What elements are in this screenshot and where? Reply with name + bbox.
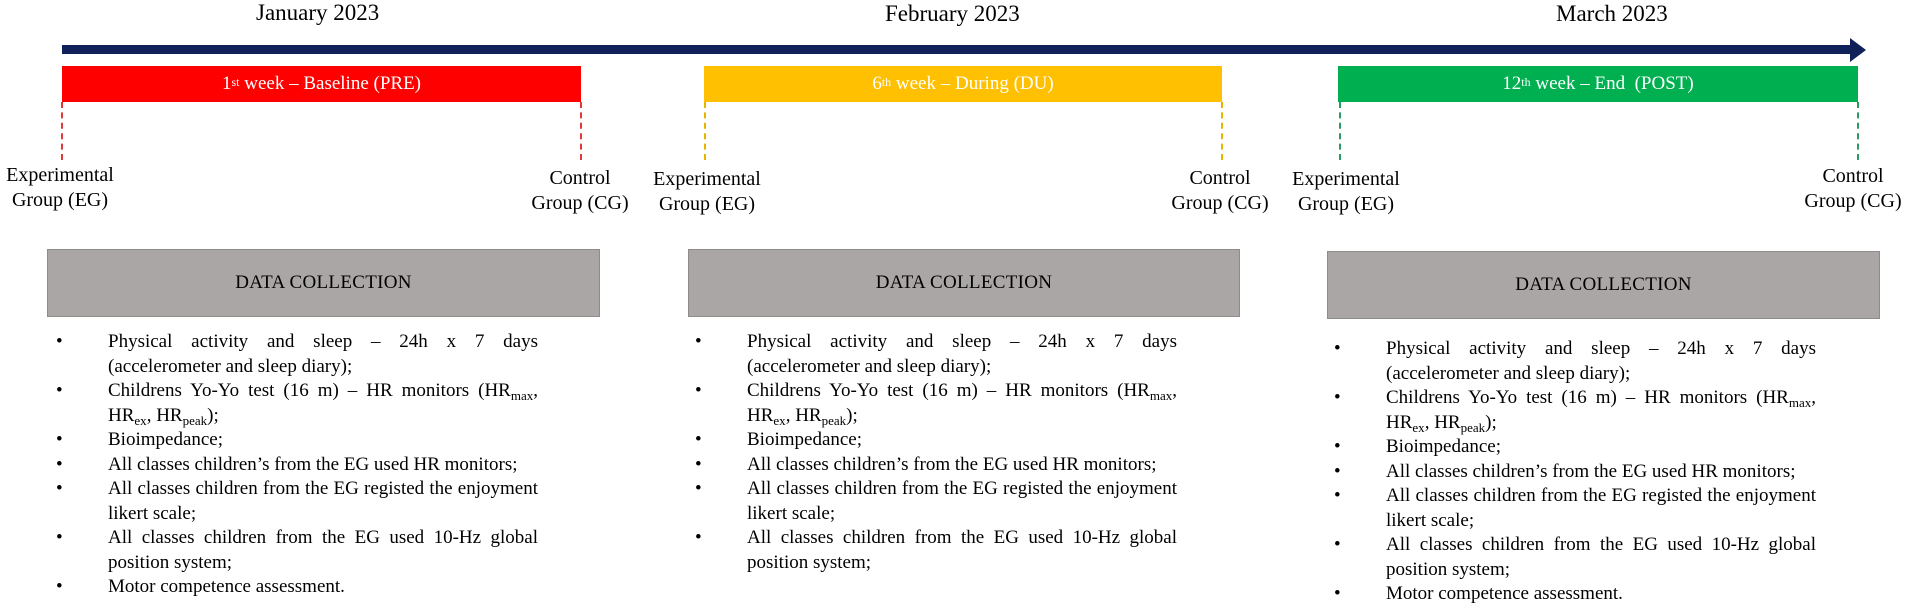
bullet: • bbox=[1334, 436, 1341, 457]
bullet: • bbox=[695, 478, 702, 499]
subscript: max bbox=[510, 388, 534, 403]
list-item bbox=[50, 379, 538, 428]
list-item-text: Bioimpedance; bbox=[747, 429, 863, 450]
group-label-line: Experimental bbox=[653, 168, 761, 190]
bullet: • bbox=[56, 478, 63, 499]
bullet: • bbox=[56, 429, 63, 450]
phase-ordinal: 1 bbox=[221, 73, 232, 94]
list-item-text: All classes children from the EG registed the enjoyment likert scale; bbox=[1386, 485, 1816, 531]
dashed-connector bbox=[61, 102, 63, 160]
punct: , bbox=[1811, 387, 1816, 408]
phase-ordinal: 6 bbox=[872, 73, 882, 94]
group-label-line: Experimental bbox=[1292, 168, 1400, 190]
bullet: • bbox=[1334, 460, 1341, 482]
dashed-connector bbox=[580, 102, 582, 160]
month-label-march: March 2023 bbox=[1556, 1, 1668, 26]
list-item-text: Motor competence assessment. bbox=[108, 576, 345, 597]
bullet: • bbox=[56, 380, 63, 401]
group-label-line: Group (EG) bbox=[11, 189, 109, 211]
bullet: • bbox=[695, 331, 702, 352]
subscript: ex bbox=[773, 412, 786, 428]
subscript: peak bbox=[821, 412, 847, 428]
list-item bbox=[689, 330, 1177, 379]
subscript: peak bbox=[182, 412, 208, 428]
group-label-line: Group (CG) bbox=[1804, 190, 1902, 212]
group-label-line: Group (EG) bbox=[1297, 193, 1395, 215]
phase-label: week – End (POST) bbox=[1530, 73, 1694, 94]
subscript: max bbox=[1149, 388, 1173, 403]
list-item-text: Childrens Yo-Yo test (16 m) – HR monitors (HR bbox=[108, 380, 511, 401]
group-label-line: Group (EG) bbox=[658, 193, 756, 215]
data-collection-list-du bbox=[689, 330, 1177, 575]
hr-text: HR bbox=[156, 404, 183, 426]
hr-text: HR bbox=[108, 404, 135, 426]
data-collection-list-pre bbox=[50, 330, 538, 600]
hr-text: HR bbox=[747, 404, 774, 426]
group-label-line: Control bbox=[1822, 165, 1884, 187]
hr-text: HR bbox=[795, 404, 822, 426]
list-item bbox=[1328, 435, 1816, 460]
list-item bbox=[1328, 484, 1816, 533]
punct: , bbox=[785, 404, 796, 426]
group-label-line: Group (CG) bbox=[1171, 192, 1269, 214]
punct: ); bbox=[207, 404, 219, 426]
data-collection-header: DATA COLLECTION bbox=[1327, 251, 1880, 319]
list-item-text: Bioimpedance; bbox=[108, 429, 224, 450]
bullet: • bbox=[695, 453, 702, 475]
punct: ); bbox=[846, 404, 858, 426]
timeline-arrow-head bbox=[1850, 38, 1866, 62]
list-item bbox=[50, 477, 538, 526]
timeline-arrow-line bbox=[62, 45, 1852, 54]
list-item-text: All classes children’s from the EG used HR monitors; bbox=[747, 453, 1157, 475]
bullet: • bbox=[1334, 387, 1341, 408]
group-label-line: Control bbox=[549, 167, 611, 189]
list-item bbox=[689, 526, 1177, 575]
group-label-line: Group (CG) bbox=[531, 192, 629, 214]
group-label-line: Experimental bbox=[6, 164, 114, 186]
bullet: • bbox=[56, 576, 63, 597]
month-label-february: February 2023 bbox=[885, 1, 1020, 26]
list-item bbox=[689, 477, 1177, 526]
subscript: ex bbox=[1412, 419, 1425, 435]
data-collection-header: DATA COLLECTION bbox=[47, 249, 600, 317]
subscript: ex bbox=[134, 412, 147, 428]
dashed-connector bbox=[1221, 102, 1223, 160]
group-label-control bbox=[1165, 166, 1275, 216]
list-item-text: Motor competence assessment. bbox=[1386, 583, 1623, 604]
bullet: • bbox=[695, 380, 702, 401]
bullet: • bbox=[1334, 485, 1341, 506]
list-item bbox=[50, 526, 538, 575]
list-item-text: All classes children from the EG used 10-Hz global position system; bbox=[1386, 534, 1816, 580]
subscript: peak bbox=[1460, 419, 1486, 435]
dashed-connector bbox=[704, 102, 706, 160]
bullet: • bbox=[56, 527, 63, 548]
phase-ordinal: 12 bbox=[1502, 73, 1522, 94]
hr-text: HR bbox=[1386, 411, 1413, 433]
group-label-experimental bbox=[645, 167, 769, 217]
list-item bbox=[689, 453, 1177, 478]
punct: ); bbox=[1485, 411, 1497, 433]
list-item bbox=[1328, 337, 1816, 386]
list-item-text: All classes children from the EG registed the enjoyment likert scale; bbox=[108, 478, 538, 524]
group-label-control bbox=[525, 166, 635, 216]
subscript: max bbox=[1788, 395, 1812, 410]
bullet: • bbox=[1334, 583, 1341, 604]
list-item bbox=[689, 428, 1177, 453]
list-item-text: Physical activity and sleep – 24h x 7 days (accelerometer and sleep diary); bbox=[747, 331, 1177, 377]
punct: , bbox=[533, 380, 538, 401]
group-label-line: Control bbox=[1189, 167, 1251, 189]
bullet: • bbox=[695, 429, 702, 450]
list-item-text: All classes children’s from the EG used HR monitors; bbox=[1386, 460, 1796, 482]
bullet: • bbox=[56, 453, 63, 475]
bullet: • bbox=[56, 331, 63, 352]
data-collection-list-post bbox=[1328, 337, 1816, 607]
phase-label: week – During (DU) bbox=[891, 73, 1054, 94]
bullet: • bbox=[1334, 338, 1341, 359]
list-item-text: Childrens Yo-Yo test (16 m) – HR monitors (HR bbox=[747, 380, 1150, 401]
list-item bbox=[50, 428, 538, 453]
phase-bar-during: 6 $^{th}$ week – During (DU) bbox=[704, 66, 1222, 102]
list-item-text: Physical activity and sleep – 24h x 7 days (accelerometer and sleep diary); bbox=[108, 331, 538, 377]
phase-bar-end: 12 $^{th}$ week – End (POST) bbox=[1338, 66, 1858, 102]
list-item-text: Bioimpedance; bbox=[1386, 436, 1502, 457]
list-item bbox=[1328, 582, 1816, 607]
hr-text: HR bbox=[1434, 411, 1461, 433]
list-item bbox=[50, 330, 538, 379]
list-item-text: All classes children from the EG registed the enjoyment likert scale; bbox=[747, 478, 1177, 524]
list-item bbox=[50, 453, 538, 478]
phase-bar-baseline: 1 $^{st}$ week – Baseline (PRE) bbox=[62, 66, 581, 102]
group-label-control bbox=[1798, 164, 1908, 214]
list-item-text: All classes children’s from the EG used HR monitors; bbox=[108, 453, 518, 475]
list-item bbox=[1328, 460, 1816, 485]
punct: , bbox=[146, 404, 157, 426]
list-item-text: Childrens Yo-Yo test (16 m) – HR monitors (HR bbox=[1386, 387, 1789, 408]
data-collection-header: DATA COLLECTION bbox=[688, 249, 1240, 317]
list-item-text: All classes children from the EG used 10-Hz global position system; bbox=[108, 527, 538, 573]
punct: , bbox=[1424, 411, 1435, 433]
month-label-january: January 2023 bbox=[256, 0, 380, 25]
dashed-connector bbox=[1857, 102, 1859, 160]
phase-label: week – Baseline (PRE) bbox=[239, 73, 422, 94]
list-item-text: All classes children from the EG used 10-Hz global position system; bbox=[747, 527, 1177, 573]
list-item bbox=[1328, 386, 1816, 435]
list-item bbox=[1328, 533, 1816, 582]
punct: , bbox=[1172, 380, 1177, 401]
dashed-connector bbox=[1339, 102, 1341, 160]
bullet: • bbox=[1334, 534, 1341, 555]
list-item-text: Physical activity and sleep – 24h x 7 days (accelerometer and sleep diary); bbox=[1386, 338, 1816, 384]
list-item bbox=[689, 379, 1177, 428]
list-item bbox=[50, 575, 538, 600]
group-label-experimental bbox=[1284, 167, 1408, 217]
bullet: • bbox=[695, 527, 702, 548]
group-label-experimental bbox=[0, 163, 120, 213]
